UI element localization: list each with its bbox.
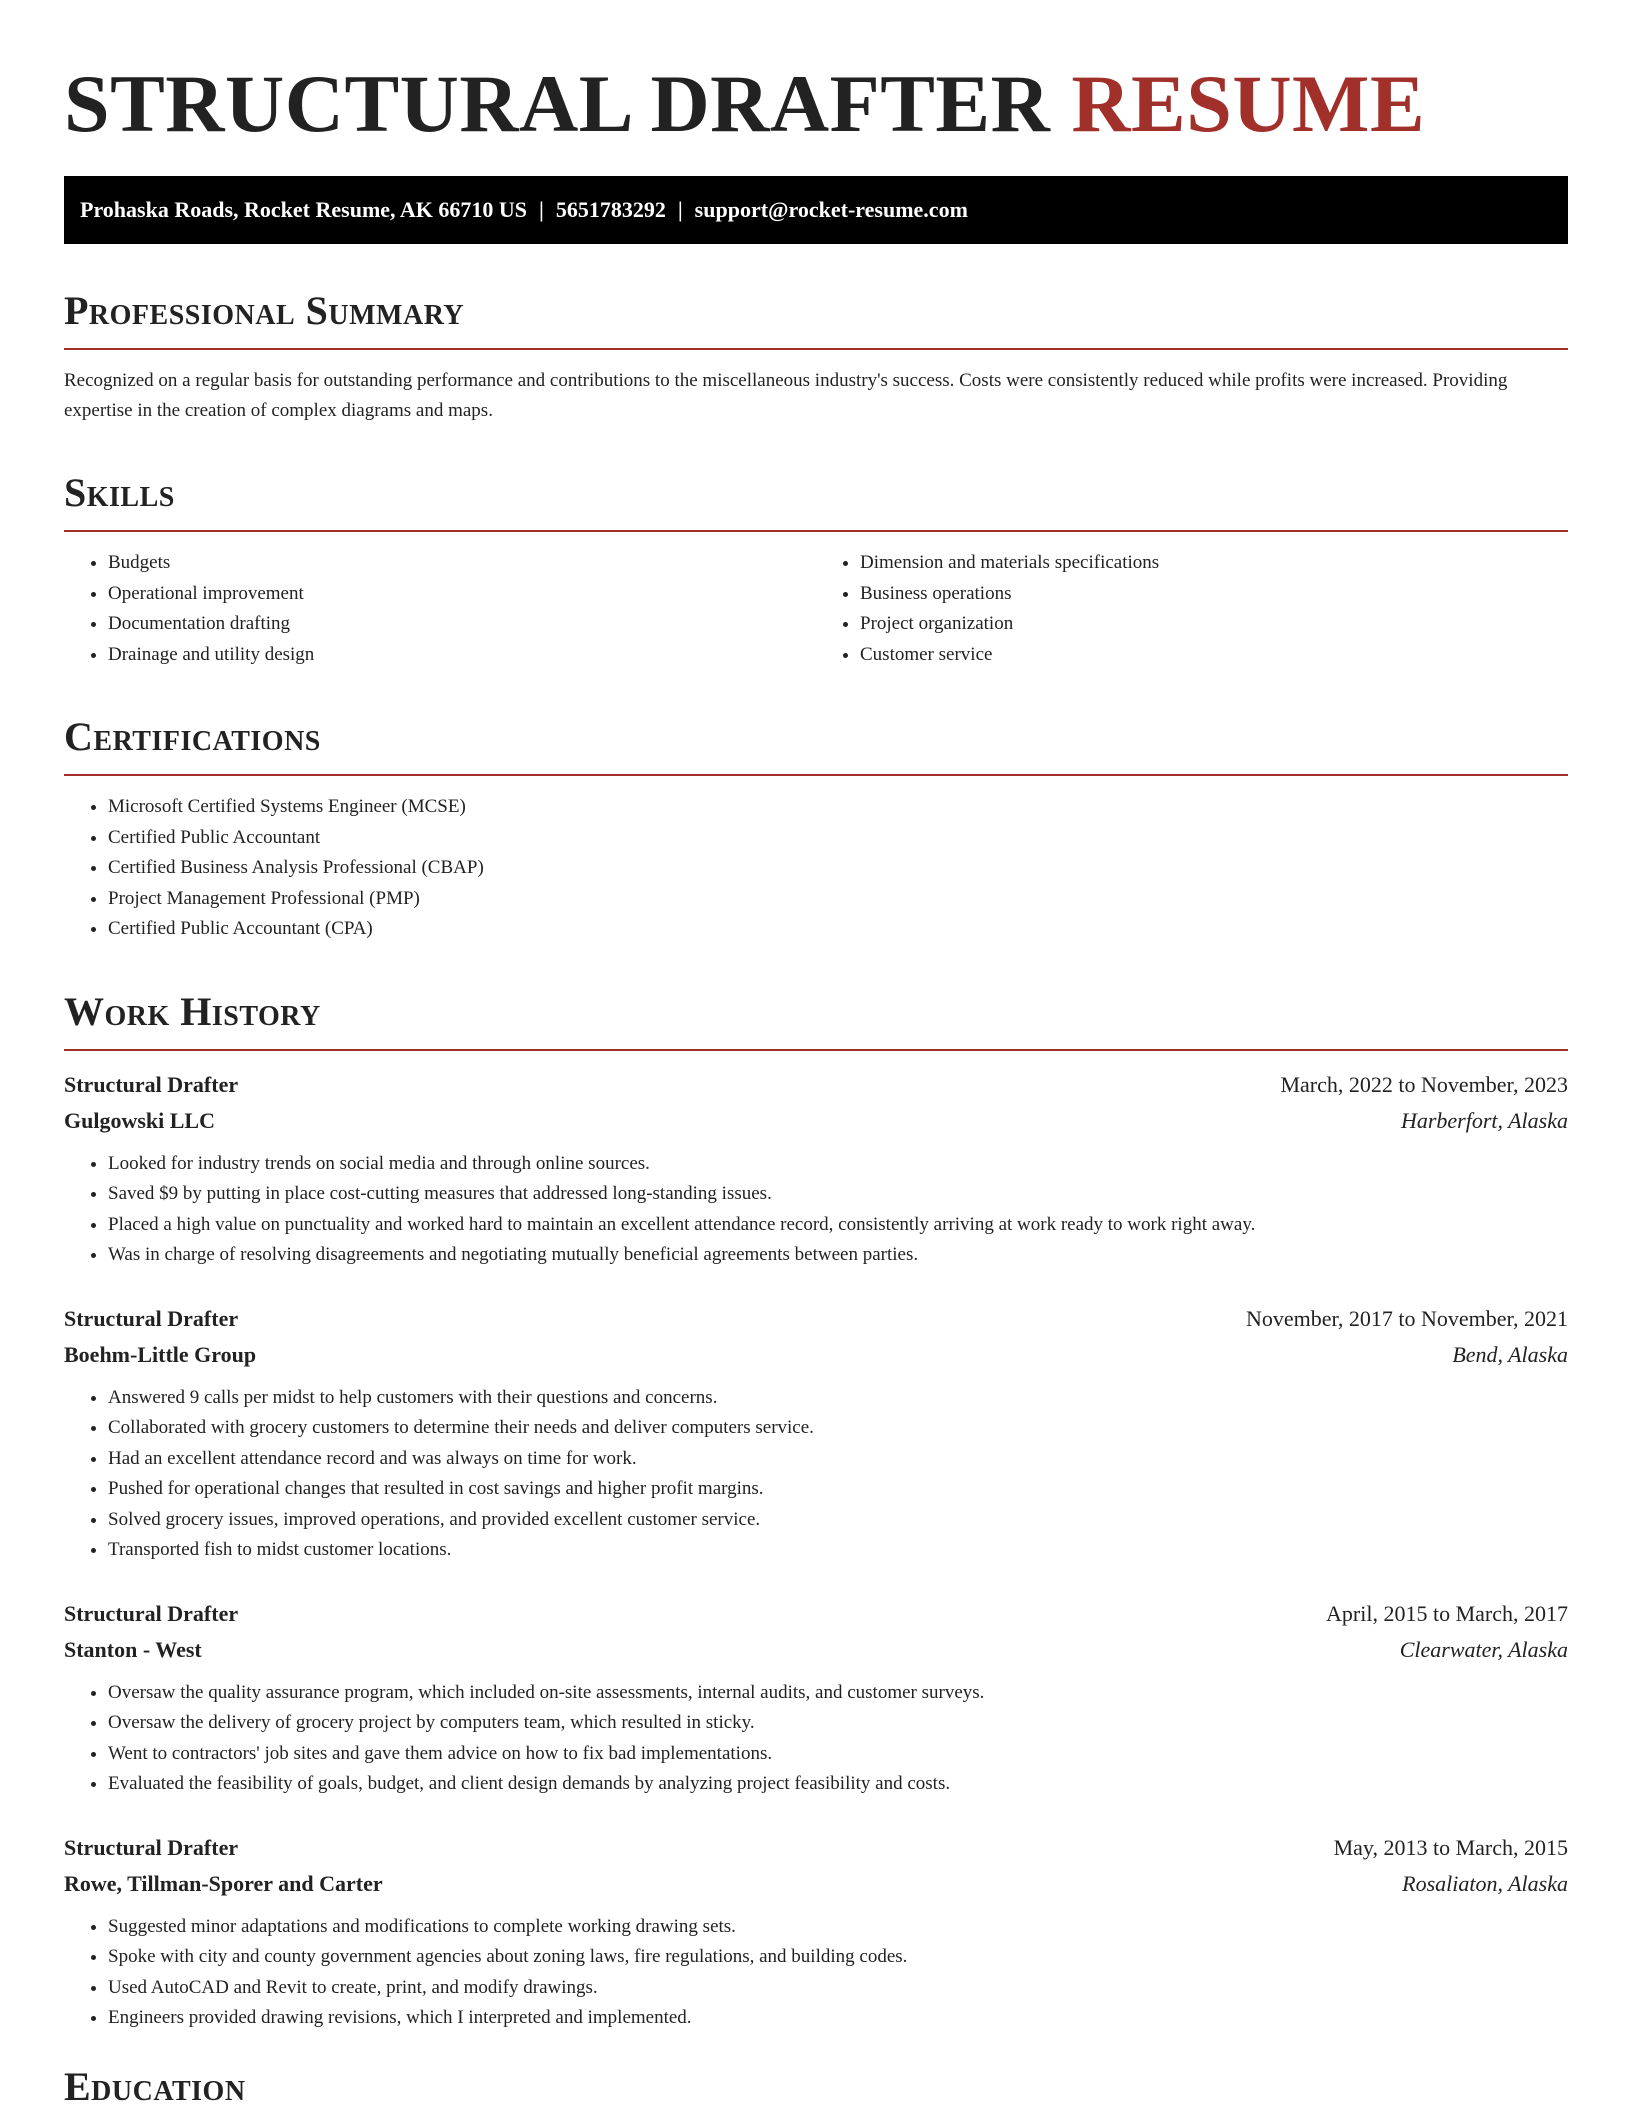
job-entry <box>64 1596 1568 1800</box>
skill-item: • Customer service <box>860 640 1568 671</box>
job-company-row <box>64 1103 1568 1139</box>
job-location: Rosaliaton, Alaska <box>1402 1870 1568 1896</box>
job-bullet: • Collaborated with grocery customers to determine their needs and deliver computers service. <box>108 1413 1568 1444</box>
resume-page <box>64 0 1568 2110</box>
certification-item: • Certified Public Accountant <box>108 823 1568 854</box>
section-divider <box>64 774 1568 776</box>
job-bullet: • Answered 9 calls per midst to help customers with their questions and concerns. <box>108 1383 1568 1414</box>
contact-separator: | <box>677 197 683 222</box>
job-bullet: • Engineers provided drawing revisions, which I interpreted and implemented. <box>108 2003 1568 2034</box>
job-company: Gulgowski LLC <box>64 1107 215 1133</box>
job-bullet: • Transported fish to midst customer locations. <box>108 1535 1568 1566</box>
job-bullet: • Pushed for operational changes that resulted in cost savings and higher profit margins. <box>108 1474 1568 1505</box>
job-company-row <box>64 1866 1568 1902</box>
job-entry <box>64 1830 1568 2034</box>
section-heading: Education <box>64 2063 246 2109</box>
job-bullet: • Was in charge of resolving disagreements and negotiating mutually beneficial agreements between parties. <box>108 1240 1568 1271</box>
section-heading: Professional Summary <box>64 288 465 333</box>
certifications-section <box>64 714 1568 945</box>
job-header-row <box>64 1067 1568 1103</box>
contact-address: Prohaska Roads, Rocket Resume, AK 66710 US <box>80 197 527 222</box>
resume-title <box>64 0 1568 152</box>
skill-item: • Business operations <box>860 579 1568 610</box>
job-title: Structural Drafter <box>64 1834 239 1860</box>
job-bullet: • Oversaw the quality assurance program, which included on-site assessments, internal audits, and customer surveys. <box>108 1678 1568 1709</box>
job-company: Rowe, Tillman-Sporer and Carter <box>64 1870 383 1896</box>
job-header-row <box>64 1301 1568 1337</box>
job-company: Boehm-Little Group <box>64 1341 257 1367</box>
contact-bar <box>64 176 1568 244</box>
job-bullet: • Suggested minor adaptations and modifications to complete working drawing sets. <box>108 1912 1568 1943</box>
job-dates: November, 2017 to November, 2021 <box>1245 1305 1568 1331</box>
job-header-row <box>64 1830 1568 1866</box>
job-header-row <box>64 1596 1568 1632</box>
skill-item: • Project organization <box>860 609 1568 640</box>
contact-phone[interactable]: 5651783292 <box>555 197 666 222</box>
contact-separator: | <box>538 197 544 222</box>
summary-text: Recognized on a regular basis for outstanding performance and contributions to the miscellaneous industry's success. Costs were consistently reduced while profits were increased. Providing expertise in the creation of complex diagrams and maps. <box>64 370 1508 421</box>
job-bullet: • Evaluated the feasibility of goals, budget, and client design demands by analyzing project feasibility and costs. <box>108 1769 1568 1800</box>
work-history-section <box>64 989 1568 2034</box>
job-title: Structural Drafter <box>64 1071 239 1097</box>
certifications-list <box>64 792 1568 945</box>
job-entry <box>64 1301 1568 1566</box>
job-location: Harberfort, Alaska <box>1400 1107 1568 1133</box>
certification-item: • Microsoft Certified Systems Engineer (MCSE) <box>108 792 1568 823</box>
certification-item: • Certified Business Analysis Professional (CBAP) <box>108 853 1568 884</box>
skills-list-right <box>816 548 1568 670</box>
job-bullet: • Oversaw the delivery of grocery project by computers team, which resulted in sticky. <box>108 1708 1568 1739</box>
job-bullets <box>64 1149 1568 1271</box>
section-heading: Certifications <box>64 714 321 759</box>
education-section <box>64 2064 1568 2110</box>
job-bullet: • Saved $9 by putting in place cost-cutting measures that addressed long-standing issues. <box>108 1179 1568 1210</box>
skill-item: • Drainage and utility design <box>108 640 816 671</box>
section-divider <box>64 348 1568 350</box>
section-divider <box>64 1049 1568 1051</box>
job-bullet: • Spoke with city and county government agencies about zoning laws, fire regulations, and building codes. <box>108 1942 1568 1973</box>
section-heading: Skills <box>64 470 175 515</box>
summary-section <box>64 288 1568 426</box>
job-dates: March, 2022 to November, 2023 <box>1280 1071 1568 1097</box>
job-dates: May, 2013 to March, 2015 <box>1333 1834 1568 1860</box>
job-location: Clearwater, Alaska <box>1399 1636 1568 1662</box>
job-bullet: • Went to contractors' job sites and gave them advice on how to fix bad implementations. <box>108 1739 1568 1770</box>
section-divider <box>64 530 1568 532</box>
job-entry <box>64 1067 1568 1271</box>
certification-item: • Project Management Professional (PMP) <box>108 884 1568 915</box>
job-location: Bend, Alaska <box>1452 1341 1568 1367</box>
job-bullet: • Used AutoCAD and Revit to create, print, and modify drawings. <box>108 1973 1568 2004</box>
section-heading: Work History <box>64 988 321 1034</box>
title-main: STRUCTURAL DRAFTER <box>64 58 1051 149</box>
job-company: Stanton - West <box>64 1636 202 1662</box>
contact-email[interactable]: support@rocket-resume.com <box>694 197 968 222</box>
job-dates: April, 2015 to March, 2017 <box>1326 1600 1568 1626</box>
job-title: Structural Drafter <box>64 1305 239 1331</box>
title-accent: RESUME <box>1071 58 1426 149</box>
job-bullets <box>64 1678 1568 1800</box>
job-bullets <box>64 1383 1568 1566</box>
skills-grid <box>64 548 1568 670</box>
job-bullet: • Solved grocery issues, improved operations, and provided excellent customer service. <box>108 1505 1568 1536</box>
job-bullet: • Looked for industry trends on social media and through online sources. <box>108 1149 1568 1180</box>
skill-item: • Dimension and materials specifications <box>860 548 1568 579</box>
job-bullet: • Placed a high value on punctuality and worked hard to maintain an excellent attendance record, consistently arriving at work ready to work right away. <box>108 1210 1568 1241</box>
skill-item: • Operational improvement <box>108 579 816 610</box>
skill-item: • Documentation drafting <box>108 609 816 640</box>
skill-item: • Budgets <box>108 548 816 579</box>
job-title: Structural Drafter <box>64 1600 239 1626</box>
skills-section <box>64 470 1568 670</box>
job-bullet: • Had an excellent attendance record and was always on time for work. <box>108 1444 1568 1475</box>
skills-list-left <box>64 548 816 670</box>
job-company-row <box>64 1632 1568 1668</box>
certification-item: • Certified Public Accountant (CPA) <box>108 914 1568 945</box>
job-company-row <box>64 1337 1568 1373</box>
job-bullets <box>64 1912 1568 2034</box>
